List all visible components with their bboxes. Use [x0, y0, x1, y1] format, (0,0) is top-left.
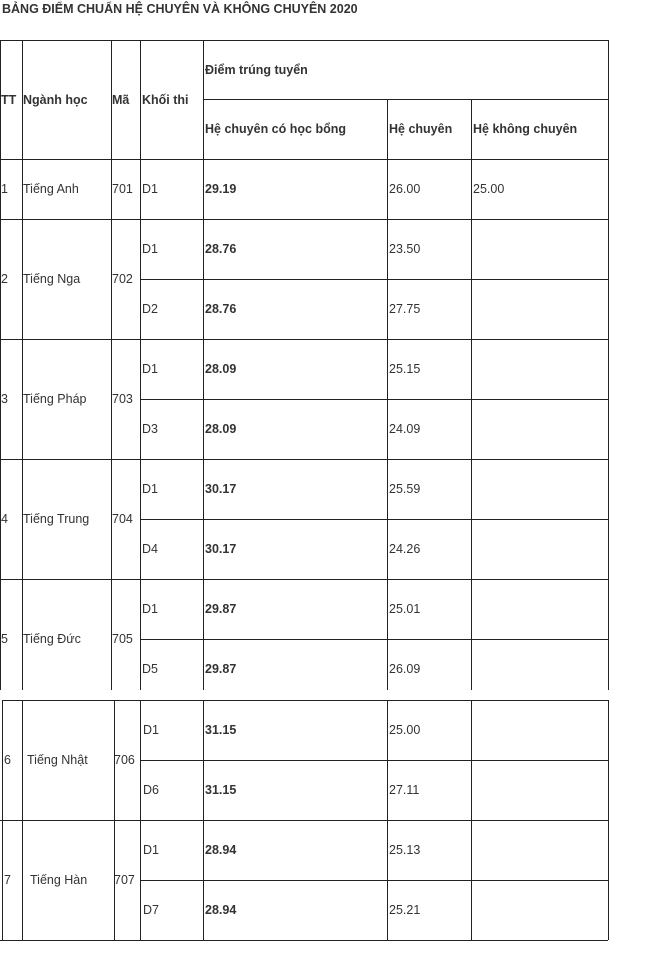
cell-nganh: Tiếng Anh — [23, 182, 79, 196]
cell-hb: 30.17 — [205, 482, 237, 496]
header-ma: Mã — [112, 93, 130, 107]
grid-line — [203, 99, 608, 100]
grid-line — [387, 700, 388, 940]
cell-khoi: D1 — [142, 182, 158, 196]
grid-line — [140, 279, 608, 280]
header-hb: Hệ chuyên có học bổng — [205, 122, 346, 136]
grid-line — [203, 700, 204, 940]
grid-line — [140, 760, 608, 761]
grid-line — [471, 99, 472, 690]
cell-hb: 28.09 — [205, 422, 237, 436]
cell-khoi: D4 — [142, 542, 158, 556]
cell-tt: 5 — [1, 632, 8, 646]
cell-khoi: D3 — [142, 422, 158, 436]
cell-hc: 23.50 — [389, 242, 421, 256]
grid-line — [22, 40, 23, 690]
cell-tt: 3 — [1, 392, 8, 406]
grid-line — [140, 519, 608, 520]
cell-hc: 26.00 — [389, 182, 421, 196]
grid-line — [140, 639, 608, 640]
grid-line — [0, 40, 608, 41]
cell-hc: 26.09 — [389, 662, 421, 676]
cell-khoi: D6 — [143, 783, 159, 797]
cell-ma: 704 — [112, 512, 133, 526]
cell-hb: 28.94 — [205, 843, 237, 857]
cell-tt: 6 — [4, 753, 11, 767]
cell-tt: 4 — [1, 512, 8, 526]
page-title: BẢNG ĐIỂM CHUẨN HỆ CHUYÊN VÀ KHÔNG CHUYÊN 2020 — [2, 2, 358, 16]
cell-hb: 29.19 — [205, 182, 237, 196]
grid-line — [140, 40, 141, 690]
cell-hc: 27.11 — [389, 783, 420, 797]
cell-hkc: 25.00 — [473, 182, 505, 196]
grid-line — [0, 339, 608, 340]
cell-khoi: D1 — [143, 723, 159, 737]
cell-ma: 702 — [112, 272, 133, 286]
cell-hb: 29.87 — [205, 602, 237, 616]
cell-khoi: D1 — [142, 482, 158, 496]
cell-tt: 7 — [4, 873, 11, 887]
cell-khoi: D1 — [142, 602, 158, 616]
grid-line — [387, 99, 388, 690]
cell-ma: 707 — [114, 873, 135, 887]
grid-line — [0, 579, 608, 580]
cell-nganh: Tiếng Nhật — [27, 753, 88, 767]
cell-khoi: D1 — [143, 843, 159, 857]
grid-line — [140, 880, 608, 881]
cell-khoi: D1 — [142, 362, 158, 376]
cell-ma: 703 — [112, 392, 133, 406]
cell-nganh: Tiếng Trung — [23, 512, 90, 526]
grid-line — [2, 700, 3, 940]
cell-hc: 24.09 — [389, 422, 421, 436]
grid-line — [140, 399, 608, 400]
cell-hc: 25.59 — [389, 482, 421, 496]
grid-line — [111, 40, 112, 690]
cell-hc: 24.26 — [389, 542, 421, 556]
grid-line — [0, 459, 608, 460]
grid-line — [0, 940, 608, 941]
cell-khoi: D5 — [142, 662, 158, 676]
grid-line — [203, 40, 204, 690]
cell-hc: 27.75 — [389, 302, 421, 316]
grid-line — [471, 700, 472, 940]
grid-line — [0, 159, 608, 160]
cell-hb: 28.94 — [205, 903, 237, 917]
grid-line — [0, 820, 608, 821]
header-tt: TT — [1, 93, 17, 107]
cell-ma: 706 — [114, 753, 135, 767]
cell-nganh: Tiếng Hàn — [30, 873, 88, 887]
cell-khoi: D2 — [142, 302, 158, 316]
cell-tt: 1 — [1, 182, 8, 196]
header-hc: Hệ chuyên — [389, 122, 453, 136]
cell-ma: 701 — [112, 182, 133, 196]
cell-khoi: D1 — [142, 242, 158, 256]
cell-hb: 28.76 — [205, 302, 237, 316]
grid-line — [114, 700, 115, 940]
grid-line — [608, 40, 609, 690]
cell-nganh: Tiếng Nga — [23, 272, 81, 286]
cell-hc: 25.21 — [389, 903, 421, 917]
header-hkc: Hệ không chuyên — [473, 122, 578, 136]
cell-hc: 25.15 — [389, 362, 421, 376]
cell-hb: 28.76 — [205, 242, 237, 256]
header-diem: Điểm trúng tuyển — [205, 63, 308, 77]
cell-hc: 25.01 — [389, 602, 421, 616]
header-nganh: Ngành học — [23, 93, 88, 107]
grid-line — [0, 219, 608, 220]
cell-ma: 705 — [112, 632, 133, 646]
header-khoi: Khối thi — [142, 93, 189, 107]
grid-line — [2, 700, 608, 701]
grid-line — [140, 700, 141, 940]
grid-line — [0, 40, 1, 690]
cell-hc: 25.13 — [389, 843, 421, 857]
grid-line — [22, 700, 23, 940]
cell-hb: 31.15 — [205, 723, 237, 737]
cell-nganh: Tiếng Pháp — [23, 392, 87, 406]
cell-hc: 25.00 — [389, 723, 421, 737]
cell-khoi: D7 — [143, 903, 159, 917]
grid-line — [608, 700, 609, 940]
cell-hb: 31.15 — [205, 783, 237, 797]
cell-tt: 2 — [1, 272, 8, 286]
cell-hb: 28.09 — [205, 362, 237, 376]
cell-hb: 29.87 — [205, 662, 237, 676]
cell-hb: 30.17 — [205, 542, 237, 556]
cell-nganh: Tiếng Đức — [23, 632, 81, 646]
